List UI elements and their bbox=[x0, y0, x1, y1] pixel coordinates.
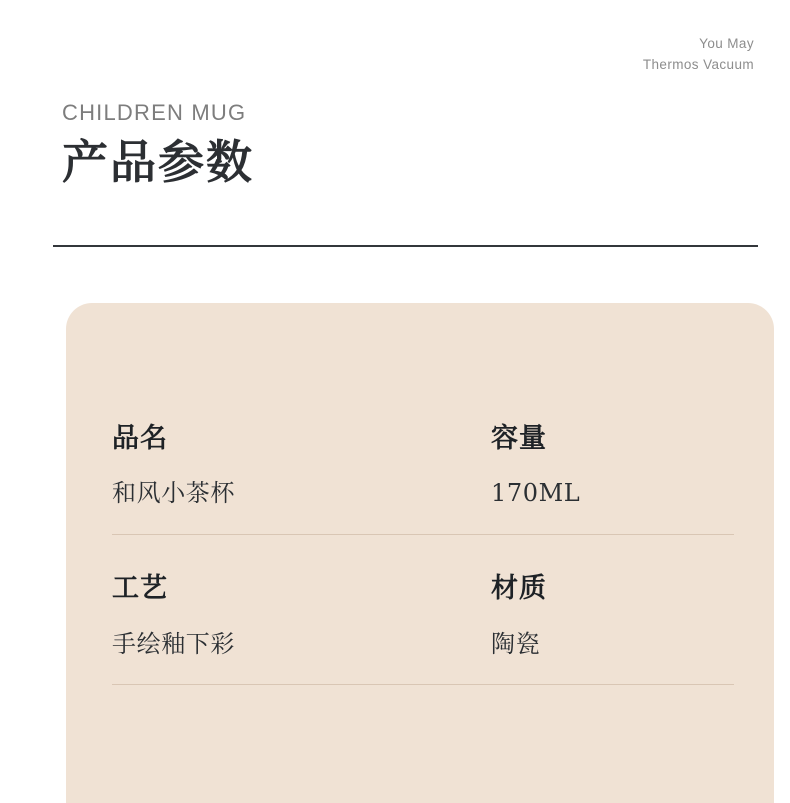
param-value: 陶瓷 bbox=[491, 629, 541, 658]
table-row bbox=[112, 423, 734, 535]
param-label: 工艺 bbox=[112, 573, 168, 605]
page-title-chinese: 产品参数 bbox=[62, 135, 254, 190]
param-cell-material bbox=[423, 573, 734, 658]
param-label: 材质 bbox=[491, 573, 547, 605]
param-label: 品名 bbox=[112, 423, 168, 454]
header-divider bbox=[53, 245, 758, 247]
param-value: 手绘釉下彩 bbox=[112, 629, 235, 658]
parameter-card bbox=[66, 303, 774, 803]
page-title-english: CHILDREN MUG bbox=[62, 100, 247, 125]
parameter-table bbox=[112, 423, 734, 685]
brand-mark bbox=[643, 34, 754, 76]
page-title-block bbox=[62, 100, 254, 192]
param-value: 和风小茶杯 bbox=[112, 479, 235, 508]
brand-line-secondary: Thermos Vacuum bbox=[642, 56, 754, 72]
table-row bbox=[112, 535, 734, 685]
brand-line-primary: You May bbox=[699, 36, 754, 51]
param-cell-craft bbox=[112, 573, 423, 658]
param-cell-capacity bbox=[423, 423, 734, 508]
param-cell-name bbox=[112, 423, 423, 508]
param-value: 170ML bbox=[491, 479, 581, 508]
param-label: 容量 bbox=[491, 423, 547, 454]
